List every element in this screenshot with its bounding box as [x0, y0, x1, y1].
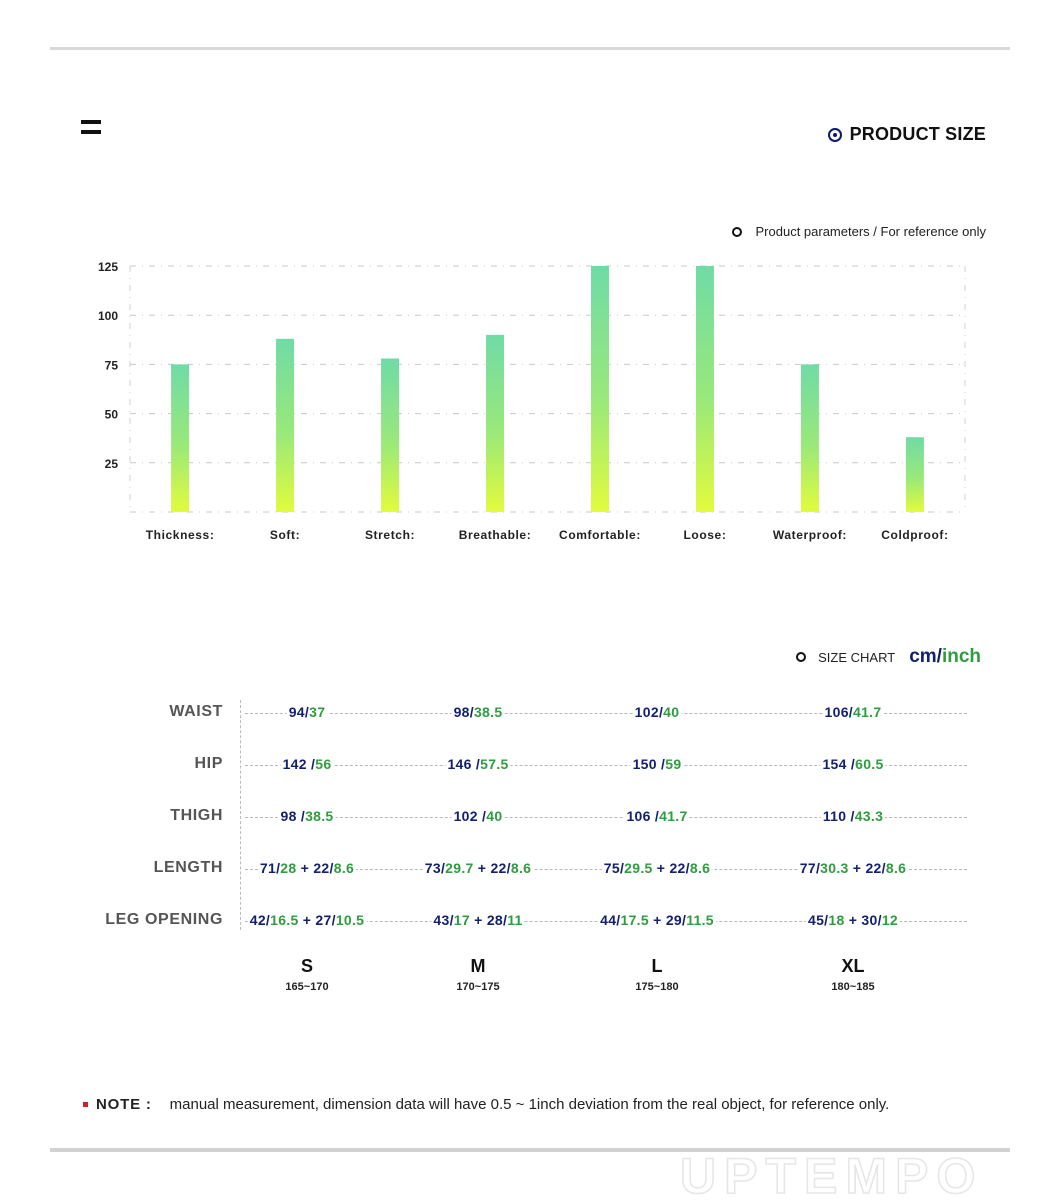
bar [696, 266, 714, 512]
size-name: XL [841, 956, 865, 976]
size-value-cell: 98 /38.5 [280, 808, 334, 824]
size-chart-label: SIZE CHART [818, 650, 896, 665]
size-value-cell: 42/16.5 + 27/10.5 [249, 912, 365, 928]
x-tick-label: Stretch: [364, 528, 416, 542]
size-value-cell: 77/30.3 + 22/8.6 [799, 860, 907, 876]
chart-note-text: Product parameters / For reference only [755, 224, 986, 239]
brand-logo-text: UPTEMPO [680, 1155, 984, 1197]
x-tick-label: Loose: [683, 528, 727, 542]
size-value-cell: 73/29.7 + 22/8.6 [424, 860, 532, 876]
y-tick-label: 100 [97, 309, 118, 324]
x-tick-label: Breathable: [458, 528, 532, 542]
y-tick-label: 50 [104, 407, 118, 422]
size-value-cell: 71/28 + 22/8.6 [259, 860, 355, 876]
bar [591, 266, 609, 512]
size-name: L [651, 956, 663, 976]
size-value-cell: 150 /59 [632, 756, 682, 772]
section-title-text: PRODUCT SIZE [849, 124, 986, 144]
unit-separator: / [936, 646, 942, 667]
parameter-bar-chart [0, 0, 1061, 560]
size-height-range: 170~175 [456, 981, 500, 993]
bar [906, 437, 924, 512]
size-value-cell: 146 /57.5 [447, 756, 509, 772]
x-tick-label: Waterproof: [772, 528, 848, 542]
note-bullet-icon [83, 1102, 88, 1107]
size-value-cell: 44/17.5 + 29/11.5 [600, 912, 714, 928]
row-label: LENGTH [153, 859, 223, 876]
size-name: S [300, 956, 314, 976]
bar [171, 364, 189, 512]
size-height-range: 165~170 [285, 981, 329, 993]
row-label: WAIST [169, 703, 223, 720]
size-value-cell: 43/17 + 28/11 [433, 912, 523, 928]
bar [276, 339, 294, 512]
bar [381, 358, 399, 512]
size-value-cell: 45/18 + 30/12 [807, 912, 899, 928]
size-value-cell: 142 /56 [282, 756, 332, 772]
y-tick-label: 125 [97, 260, 118, 274]
size-height-range: 180~185 [831, 981, 875, 993]
bottom-divider [50, 1148, 1010, 1152]
bar [486, 335, 504, 512]
x-tick-label: Thickness: [145, 528, 215, 542]
y-tick-label: 75 [104, 358, 118, 373]
size-chart-header [796, 646, 981, 668]
note-label: NOTE : [96, 1096, 152, 1113]
row-label: HIP [194, 755, 223, 772]
row-label: LEG OPENING [105, 911, 223, 928]
size-value-cell: 110 /43.3 [822, 808, 884, 824]
size-table-axis-line [240, 700, 241, 930]
size-height-range: 175~180 [635, 981, 679, 993]
brand-logo [680, 1155, 1000, 1197]
note [83, 1096, 889, 1113]
ring-icon [796, 652, 806, 662]
size-value-cell: 154 /60.5 [822, 756, 884, 772]
bar [801, 364, 819, 512]
x-tick-label: Comfortable: [559, 528, 641, 542]
size-name: M [470, 956, 486, 976]
unit-inch: inch [941, 646, 981, 667]
note-text: manual measurement, dimension data will have 0.5 ~ 1inch deviation from the real object, for reference only. [169, 1096, 890, 1113]
size-value-cell: 102/40 [634, 704, 680, 720]
x-tick-label: Coldproof: [881, 528, 949, 542]
size-value-cell: 106/41.7 [824, 704, 882, 720]
size-value-cell: 106 /41.7 [626, 808, 688, 824]
size-value-cell: 98/38.5 [453, 704, 503, 720]
x-tick-label: Soft: [269, 528, 301, 542]
y-tick-label: 25 [104, 456, 118, 471]
size-value-cell: 94/37 [288, 704, 326, 720]
unit-cm: cm [909, 646, 937, 667]
size-value-cell: 102 /40 [453, 808, 503, 824]
size-value-cell: 75/29.5 + 22/8.6 [603, 860, 711, 876]
row-label: THIGH [170, 807, 223, 824]
